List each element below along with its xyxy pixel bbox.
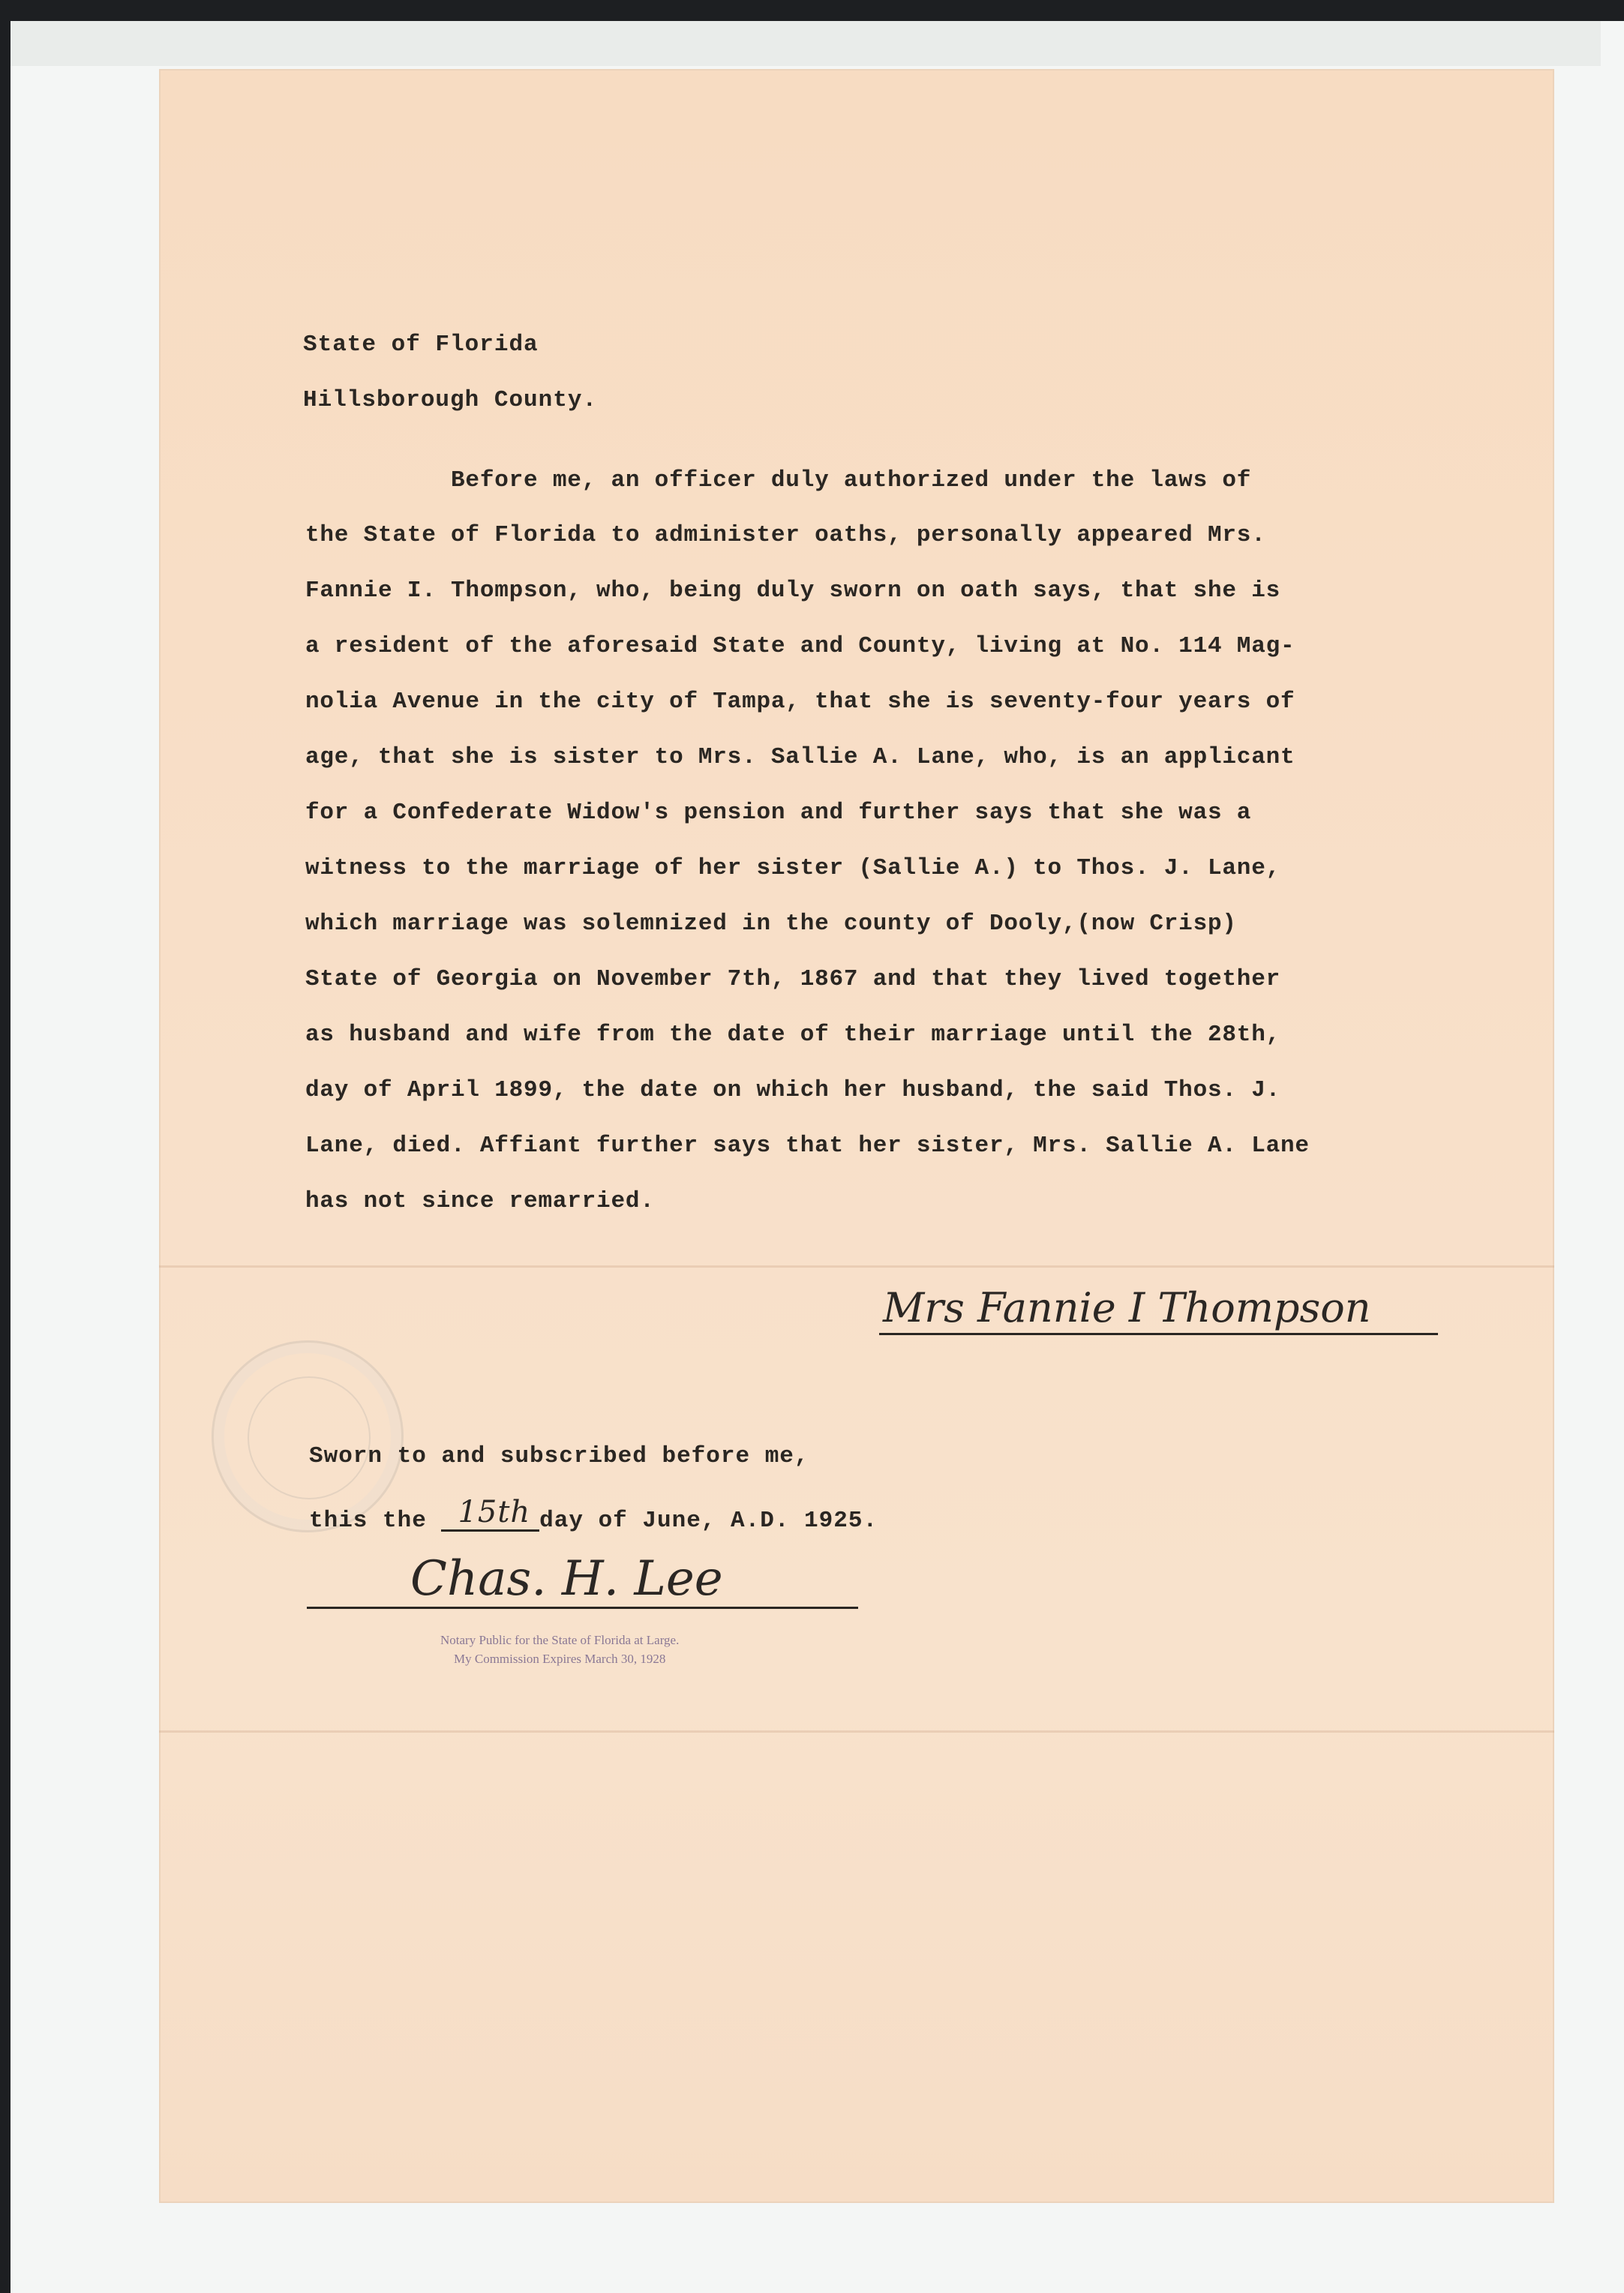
body-line: for a Confederate Widow's pension and further says that she was a: [305, 800, 1252, 826]
body-line: which marriage was solemnized in the county of Dooly,(now Crisp): [305, 911, 1237, 937]
notary-signature: Chas. H. Lee: [410, 1551, 723, 1607]
notary-stamp-line-2: My Commission Expires March 30, 1928: [454, 1652, 666, 1666]
jurat-suffix: day of June, A.D. 1925.: [539, 1508, 878, 1534]
body-line: witness to the marriage of her sister (Sallie A.) to Thos. J. Lane,: [305, 855, 1281, 881]
notary-signature-rule: [307, 1607, 858, 1609]
venue-state: State of Florida: [303, 332, 539, 358]
affiant-signature-rule: [879, 1333, 1438, 1335]
body-line: the State of Florida to administer oaths, personally appeared Mrs.: [305, 522, 1266, 548]
body-line: has not since remarried.: [305, 1188, 655, 1214]
jurat-line-2: [309, 1495, 878, 1534]
scan-border-left: [0, 0, 11, 2293]
jurat-prefix: this the: [309, 1508, 427, 1534]
scan-border-top: [0, 0, 1624, 21]
notary-stamp-line-1: Notary Public for the State of Florida at Large.: [440, 1633, 680, 1647]
affidavit-document: [159, 69, 1554, 2203]
body-line: State of Georgia on November 7th, 1867 and that they lived together: [305, 966, 1281, 992]
jurat-line-1: Sworn to and subscribed before me,: [309, 1443, 809, 1469]
jurat-day-handwritten: 15th: [441, 1495, 539, 1532]
body-line: Lane, died. Affiant further says that her sister, Mrs. Sallie A. Lane: [305, 1133, 1310, 1159]
affiant-signature: Mrs Fannie I Thompson: [883, 1284, 1371, 1331]
body-line: Before me, an officer duly authorized under the laws of: [305, 467, 1252, 494]
paper-fold-line: [159, 1265, 1554, 1268]
body-line: a resident of the aforesaid State and County, living at No. 114 Mag-: [305, 633, 1295, 659]
scan-background-band: [11, 21, 1601, 66]
venue-county: Hillsborough County.: [303, 387, 598, 413]
paper-fold-line: [159, 1730, 1554, 1733]
body-line: nolia Avenue in the city of Tampa, that she is seventy-four years of: [305, 689, 1295, 715]
body-line: age, that she is sister to Mrs. Sallie A. Lane, who, is an applicant: [305, 744, 1295, 770]
body-line: Fannie I. Thompson, who, being duly sworn on oath says, that she is: [305, 578, 1281, 604]
body-line: day of April 1899, the date on which her husband, the said Thos. J.: [305, 1077, 1281, 1103]
body-line: as husband and wife from the date of their marriage until the 28th,: [305, 1022, 1281, 1048]
